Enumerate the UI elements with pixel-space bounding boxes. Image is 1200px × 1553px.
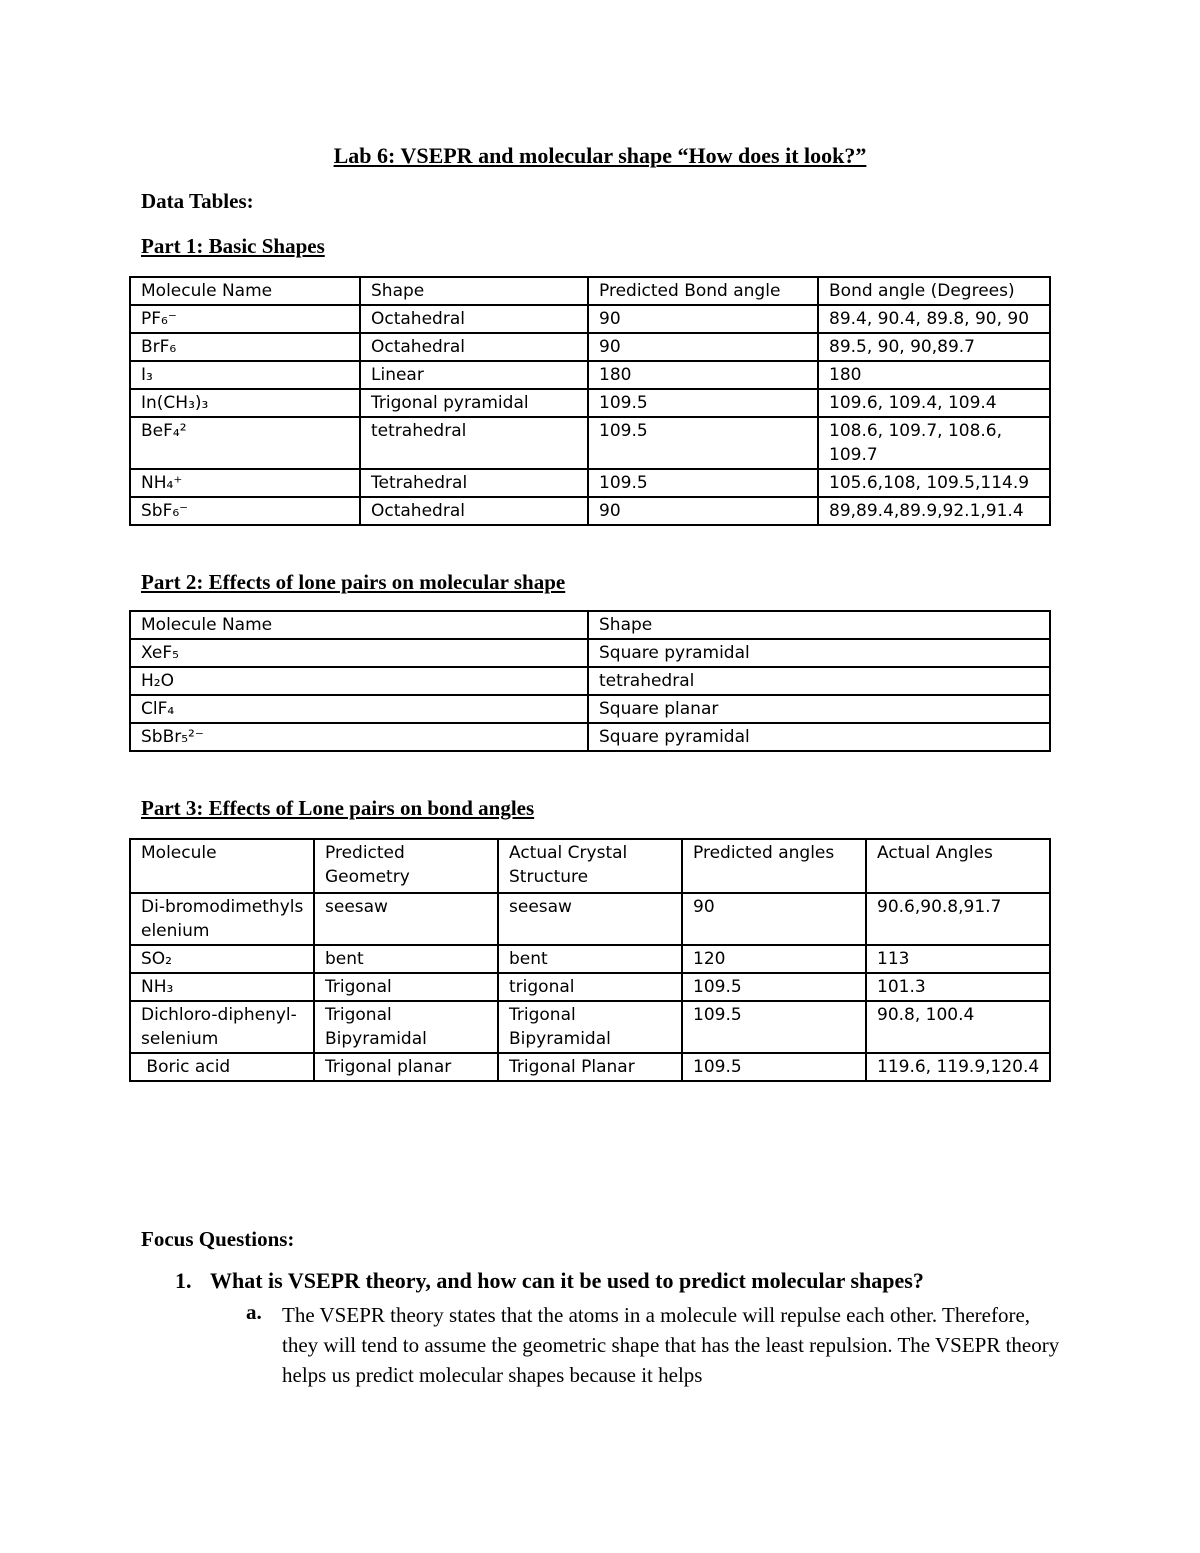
- table-header-cell: Shape: [360, 277, 588, 305]
- part3-table: [129, 838, 1051, 1082]
- table-cell: 109.5: [588, 389, 818, 417]
- table-cell: H₂O: [130, 667, 588, 695]
- table-row: [130, 497, 1050, 525]
- table-cell: 119.6, 119.9,120.4: [866, 1053, 1050, 1081]
- table-cell: 90: [682, 893, 866, 945]
- table-cell: 90.6,90.8,91.7: [866, 893, 1050, 945]
- table-cell: 109.5: [682, 973, 866, 1001]
- table-row: [130, 469, 1050, 497]
- table-cell: BeF₄²: [130, 417, 360, 469]
- table-cell: bent: [498, 945, 682, 973]
- table-cell: 101.3: [866, 973, 1050, 1001]
- table-cell: SbF₆⁻: [130, 497, 360, 525]
- table-cell: Trigonal Bipyramidal: [498, 1001, 682, 1053]
- table-header-cell: Molecule: [130, 839, 314, 893]
- table-header-cell: Shape: [588, 611, 1050, 639]
- table-row: [130, 305, 1050, 333]
- table-cell: 89.5, 90, 90,89.7: [818, 333, 1050, 361]
- table-cell: ClF₄: [130, 695, 588, 723]
- table-cell: 109.5: [588, 469, 818, 497]
- table-cell: Boric acid: [130, 1053, 314, 1081]
- table-cell: 90: [588, 333, 818, 361]
- table-cell: Linear: [360, 361, 588, 389]
- table-header-cell: Molecule Name: [130, 611, 588, 639]
- table-cell: Octahedral: [360, 305, 588, 333]
- table-cell: seesaw: [314, 893, 498, 945]
- table-row: [130, 695, 1050, 723]
- focus-questions-heading: Focus Questions:: [141, 1227, 295, 1251]
- table-row: [130, 893, 1050, 945]
- table-cell: seesaw: [498, 893, 682, 945]
- table-cell: Trigonal Bipyramidal: [314, 1001, 498, 1053]
- table-cell: Octahedral: [360, 497, 588, 525]
- table-cell: Square planar: [588, 695, 1050, 723]
- table-header-cell: Actual Angles: [866, 839, 1050, 893]
- table-cell: Octahedral: [360, 333, 588, 361]
- table-row: [130, 389, 1050, 417]
- table-header-cell: Actual Crystal Structure: [498, 839, 682, 893]
- table-cell: Tetrahedral: [360, 469, 588, 497]
- table-cell: 90: [588, 497, 818, 525]
- table-header-row: [130, 277, 1050, 305]
- table-header-cell: Bond angle (Degrees): [818, 277, 1050, 305]
- table-cell: Square pyramidal: [588, 723, 1050, 751]
- table-cell: NH₄⁺: [130, 469, 360, 497]
- table-header-row: [130, 839, 1050, 893]
- table-cell: 105.6,108, 109.5,114.9: [818, 469, 1050, 497]
- table-cell: 109.6, 109.4, 109.4: [818, 389, 1050, 417]
- table-cell: Di-bromodimethylselenium: [130, 893, 314, 945]
- table-cell: Trigonal: [314, 973, 498, 1001]
- table-cell: Trigonal planar: [314, 1053, 498, 1081]
- table-cell: 109.5: [682, 1001, 866, 1053]
- table-cell: tetrahedral: [588, 667, 1050, 695]
- table-cell: 90: [588, 305, 818, 333]
- part3-heading: Part 3: Effects of Lone pairs on bond angles: [141, 796, 535, 820]
- data-tables-label: Data Tables:: [141, 189, 254, 213]
- table-cell: 109.5: [682, 1053, 866, 1081]
- table-cell: 180: [588, 361, 818, 389]
- table-cell: Trigonal Planar: [498, 1053, 682, 1081]
- table-header-row: [130, 611, 1050, 639]
- table-header-cell: Predicted Bond angle: [588, 277, 818, 305]
- table-cell: 109.5: [588, 417, 818, 469]
- table-row: [130, 1053, 1050, 1081]
- table-cell: 108.6, 109.7, 108.6, 109.7: [818, 417, 1050, 469]
- table-cell: bent: [314, 945, 498, 973]
- part1-table: [129, 276, 1051, 526]
- table-cell: XeF₅: [130, 639, 588, 667]
- table-row: [130, 361, 1050, 389]
- table-cell: Trigonal pyramidal: [360, 389, 588, 417]
- page-title: Lab 6: VSEPR and molecular shape “How does it look?”: [333, 143, 867, 168]
- part2-table: [129, 610, 1051, 752]
- table-cell: 89.4, 90.4, 89.8, 90, 90: [818, 305, 1050, 333]
- question-number: 1.: [175, 1268, 192, 1293]
- part2-heading: Part 2: Effects of lone pairs on molecular shape: [141, 570, 566, 594]
- table-row: [130, 945, 1050, 973]
- table-cell: Square pyramidal: [588, 639, 1050, 667]
- table-header-cell: Molecule Name: [130, 277, 360, 305]
- table-cell: 89,89.4,89.9,92.1,91.4: [818, 497, 1050, 525]
- table-cell: 180: [818, 361, 1050, 389]
- table-header-cell: Predicted Geometry: [314, 839, 498, 893]
- table-cell: PF₆⁻: [130, 305, 360, 333]
- table-cell: Dichloro-diphenyl-selenium: [130, 1001, 314, 1053]
- table-row: [130, 639, 1050, 667]
- table-cell: 120: [682, 945, 866, 973]
- table-row: [130, 973, 1050, 1001]
- answer-label: a.: [246, 1300, 262, 1324]
- table-row: [130, 333, 1050, 361]
- question-text: What is VSEPR theory, and how can it be used to predict molecular shapes?: [210, 1268, 924, 1293]
- table-cell: BrF₆: [130, 333, 360, 361]
- answer-text: The VSEPR theory states that the atoms in a molecule will repulse each other. Therefore, they will tend to assume the geometric shape that has the least repulsion. The VSEPR theory helps us predict molecular shapes because it helps: [282, 1303, 1060, 1387]
- table-header-cell: Predicted angles: [682, 839, 866, 893]
- table-cell: SbBr₅²⁻: [130, 723, 588, 751]
- table-cell: trigonal: [498, 973, 682, 1001]
- part1-heading: Part 1: Basic Shapes: [141, 234, 325, 258]
- table-cell: tetrahedral: [360, 417, 588, 469]
- table-cell: In(CH₃)₃: [130, 389, 360, 417]
- table-cell: NH₃: [130, 973, 314, 1001]
- table-cell: 113: [866, 945, 1050, 973]
- table-cell: 90.8, 100.4: [866, 1001, 1050, 1053]
- table-row: [130, 723, 1050, 751]
- table-row: [130, 417, 1050, 469]
- table-row: [130, 667, 1050, 695]
- table-cell: I₃: [130, 361, 360, 389]
- table-cell: SO₂: [130, 945, 314, 973]
- table-row: [130, 1001, 1050, 1053]
